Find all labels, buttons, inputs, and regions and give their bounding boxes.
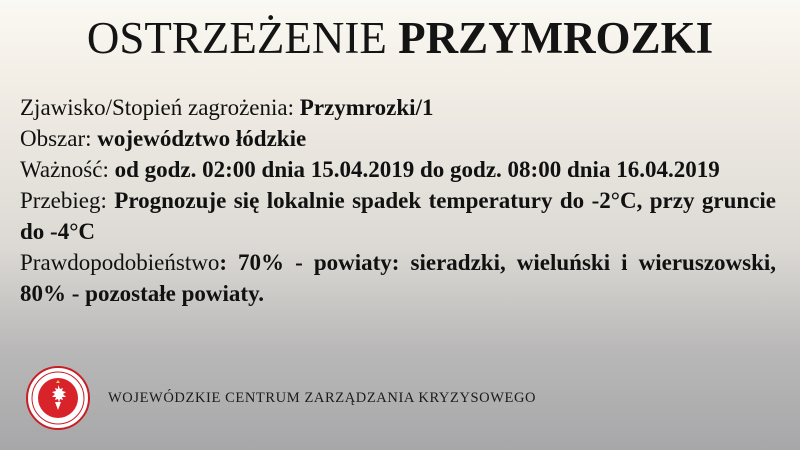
page-title: [0, 8, 800, 68]
row-value: Przymrozki/1: [299, 95, 434, 120]
row-phenomenon: [20, 92, 776, 123]
row-value: od godz. 02:00 dnia 15.04.2019 do godz. 08:00 dnia 16.04.2019: [114, 157, 720, 182]
row-probability: [20, 247, 776, 309]
row-area: [20, 123, 776, 154]
row-value: województwo łódzkie: [97, 126, 307, 151]
row-label: Zjawisko/Stopień zagrożenia:: [20, 95, 295, 120]
footer-text: WOJEWÓDZKIE CENTRUM ZARZĄDZANIA KRYZYSOWEGO: [108, 390, 537, 406]
row-course: [20, 185, 776, 247]
row-validity: [20, 154, 776, 185]
footer: [26, 366, 646, 430]
emblem-seal-icon: [26, 366, 90, 430]
row-label: Obszar:: [20, 126, 92, 151]
row-label: Ważność:: [20, 157, 109, 182]
title-part-2: PRZYMROZKI: [398, 13, 714, 63]
row-value: Prognozuje się lokalnie spadek temperatury do -2°C, przy gruncie do -4°C: [20, 188, 776, 244]
row-value: : 70% - powiaty: sieradzki, wieluński i wieruszowski, 80% - pozostałe powiaty.: [20, 250, 776, 306]
title-part-1: OSTRZEŻENIE: [86, 13, 387, 63]
row-label: Prawdopodobieństwo: [20, 250, 220, 275]
warning-details: [20, 92, 776, 309]
row-label: Przebieg:: [20, 188, 107, 213]
